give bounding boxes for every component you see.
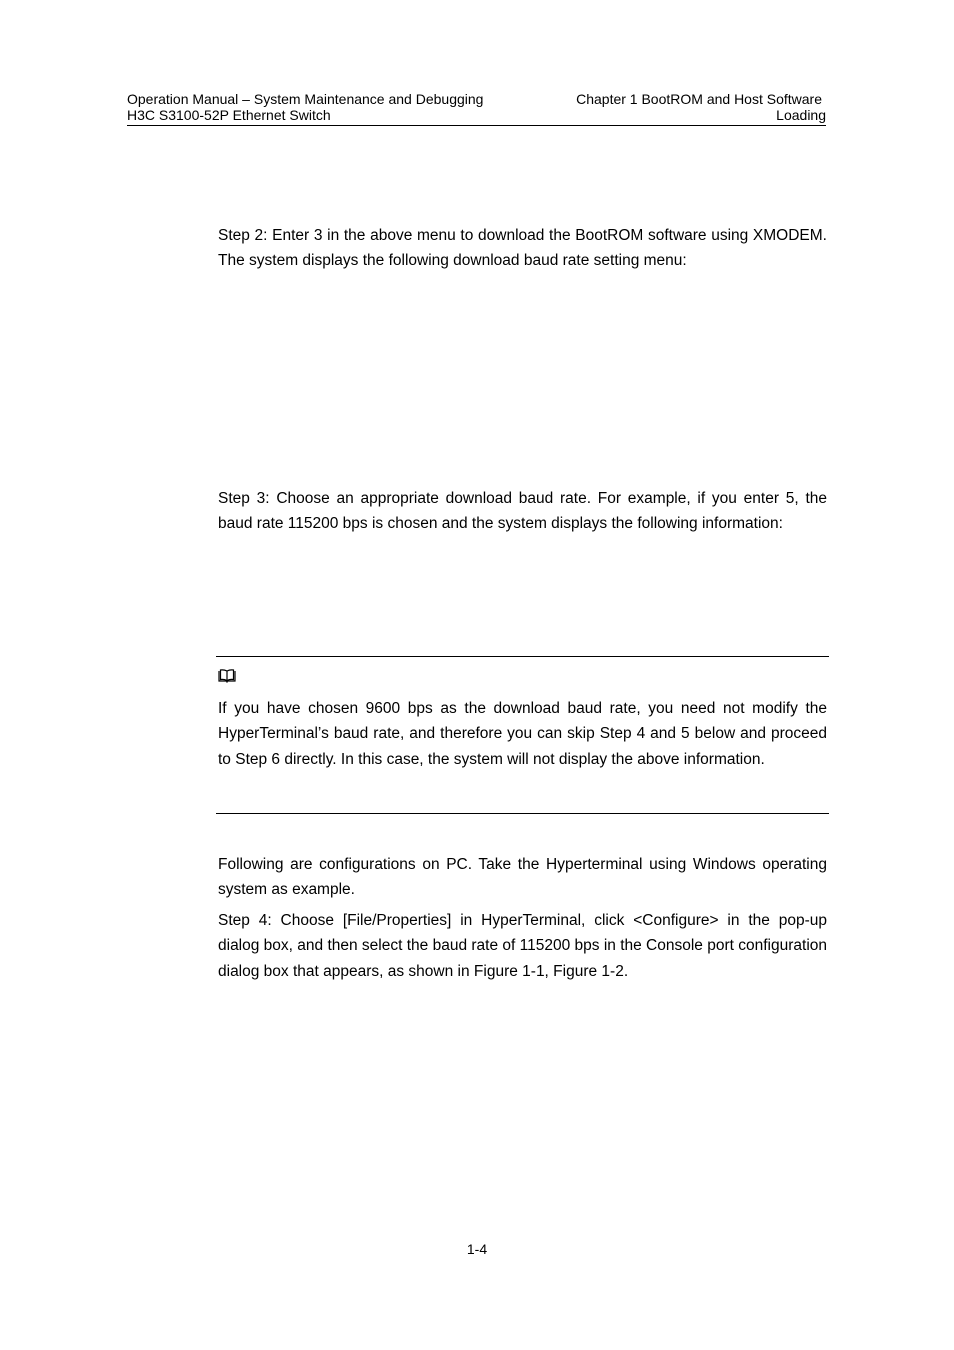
step-3-paragraph: Step 3: Choose an appropriate download baud rate. For example, if you enter 5, the baud rate 115200 bps is chosen and the system displays the following information: bbox=[218, 490, 827, 533]
page-number: 1-4 bbox=[466, 1241, 488, 1257]
pc-config-paragraph: Following are configurations on PC. Take the Hyperterminal using Windows operating system as example. bbox=[218, 856, 827, 899]
manual-title: Operation Manual – System Maintenance and Debugging bbox=[127, 91, 484, 107]
step-2-paragraph: Step 2: Enter 3 in the above menu to download the BootROM software using XMODEM. The system displays the following download baud rate setting menu: bbox=[218, 227, 827, 270]
step-4-paragraph: Step 4: Choose [File/Properties] in HyperTerminal, click <Configure> in the pop-up dialog box, and then select the baud rate of 115200 bps in the Console port configuration dialog box that appears, as shown in Figure 1-1, Figure 1-2. bbox=[218, 912, 827, 980]
book-icon bbox=[218, 669, 236, 683]
page-header bbox=[127, 90, 826, 126]
header-left bbox=[127, 91, 483, 123]
chapter-title-continued: Loading bbox=[776, 107, 826, 123]
header-right bbox=[576, 91, 826, 123]
note-top-rule bbox=[216, 656, 829, 657]
note-text: If you have chosen 9600 bps as the download baud rate, you need not modify the HyperTerminal’s baud rate, and therefore you can skip Step 4 and 5 below and proceed to Step 6 directly. In this case, the system will not display the above information. bbox=[218, 700, 827, 768]
product-name: H3C S3100-52P Ethernet Switch bbox=[127, 107, 331, 123]
chapter-title: Chapter 1 BootROM and Host Software bbox=[576, 91, 822, 107]
note-bottom-rule bbox=[216, 813, 829, 814]
